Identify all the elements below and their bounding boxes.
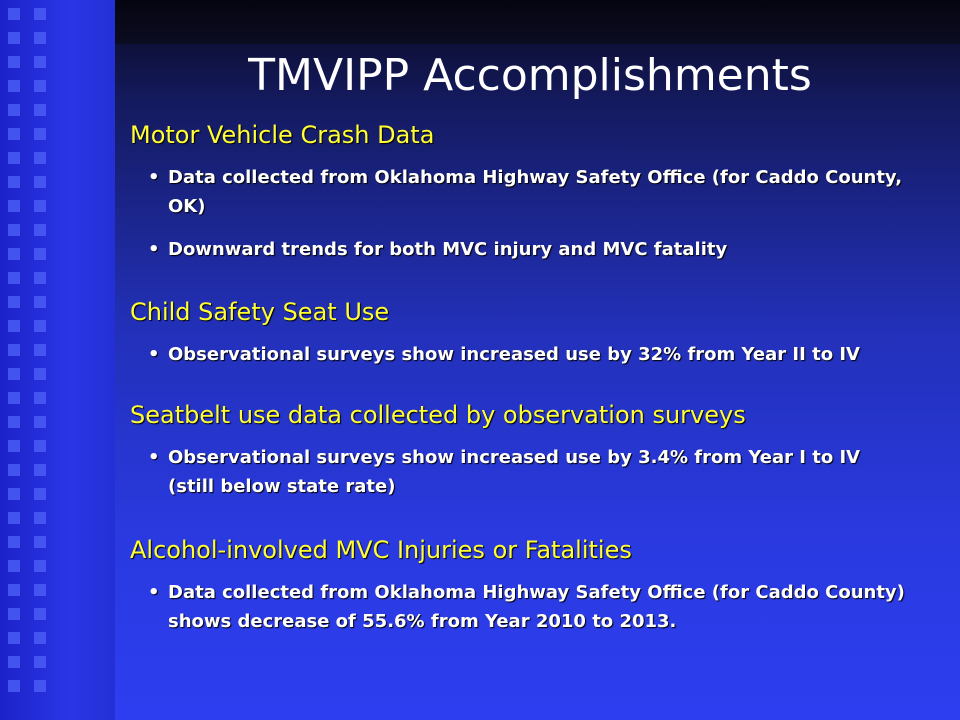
bullet-crash-data-trends — [148, 235, 908, 264]
decorative-square — [8, 656, 20, 668]
decorative-square — [8, 464, 20, 476]
decorative-square — [8, 392, 20, 404]
decorative-square — [8, 608, 20, 620]
decorative-square — [8, 680, 20, 692]
decorative-square — [8, 368, 20, 380]
decorative-square — [34, 368, 46, 380]
bullet-child-seat-surveys — [148, 340, 908, 369]
bullet-alcohol-data — [148, 578, 908, 636]
decorative-square — [8, 128, 20, 140]
decorative-square — [8, 200, 20, 212]
decorative-square — [8, 248, 20, 260]
decorative-square — [34, 272, 46, 284]
bullet-crash-data-source — [148, 163, 908, 221]
decorative-squares — [0, 0, 115, 720]
decorative-square — [8, 104, 20, 116]
decorative-square — [34, 248, 46, 260]
bullet-icon: • — [148, 582, 160, 603]
decorative-square — [34, 392, 46, 404]
decorative-square — [8, 176, 20, 188]
decorative-square — [8, 512, 20, 524]
decorative-square — [8, 536, 20, 548]
decorative-square — [8, 80, 20, 92]
bullet-icon: • — [148, 447, 160, 468]
decorative-square — [34, 320, 46, 332]
decorative-square — [34, 536, 46, 548]
decorative-square — [8, 32, 20, 44]
bullet-text: Data collected from Oklahoma Highway Safety Office (for Caddo County, OK) — [168, 167, 903, 217]
section-heading-seatbelt: Seatbelt use data collected by observation surveys — [130, 401, 746, 429]
decorative-square — [8, 584, 20, 596]
decorative-square — [34, 32, 46, 44]
decorative-square — [34, 488, 46, 500]
decorative-square — [34, 584, 46, 596]
decorative-square — [34, 296, 46, 308]
decorative-square — [34, 512, 46, 524]
decorative-square — [34, 680, 46, 692]
decorative-square — [8, 440, 20, 452]
decorative-square — [34, 104, 46, 116]
decorative-square — [8, 56, 20, 68]
decorative-square — [34, 8, 46, 20]
decorative-square — [34, 440, 46, 452]
bullet-text: Observational surveys show increased use by 3.4% from Year I to IV (still below state rate) — [168, 447, 861, 497]
decorative-square — [34, 80, 46, 92]
slide-title: TMVIPP Accomplishments — [248, 50, 812, 101]
decorative-square — [8, 488, 20, 500]
decorative-square — [34, 656, 46, 668]
bullet-seatbelt-surveys — [148, 443, 908, 501]
decorative-square — [8, 8, 20, 20]
decorative-square — [34, 608, 46, 620]
decorative-square — [8, 560, 20, 572]
decorative-square — [34, 152, 46, 164]
bullet-icon: • — [148, 167, 160, 188]
decorative-square — [34, 176, 46, 188]
top-dark-bar — [115, 0, 960, 44]
bullet-icon: • — [148, 239, 160, 260]
decorative-square — [34, 200, 46, 212]
decorative-square — [8, 152, 20, 164]
decorative-square — [8, 272, 20, 284]
bullet-text: Data collected from Oklahoma Highway Safety Office (for Caddo County) shows decrease of 55.6% from Year 2010 to 2013. — [168, 582, 905, 632]
section-heading-crash-data: Motor Vehicle Crash Data — [130, 121, 435, 149]
section-heading-child-seat: Child Safety Seat Use — [130, 298, 390, 326]
decorative-square — [8, 320, 20, 332]
bullet-text: Downward trends for both MVC injury and MVC fatality — [168, 239, 728, 260]
decorative-square — [8, 224, 20, 236]
section-heading-alcohol: Alcohol-involved MVC Injuries or Fatalities — [130, 536, 632, 564]
decorative-square — [8, 632, 20, 644]
decorative-square — [34, 128, 46, 140]
bullet-text: Observational surveys show increased use by 32% from Year II to IV — [168, 344, 860, 365]
decorative-square — [8, 416, 20, 428]
decorative-square — [34, 344, 46, 356]
decorative-square — [34, 632, 46, 644]
decorative-square — [34, 464, 46, 476]
decorative-square — [34, 224, 46, 236]
decorative-square — [34, 56, 46, 68]
decorative-square — [8, 344, 20, 356]
decorative-square — [8, 296, 20, 308]
decorative-square — [34, 416, 46, 428]
decorative-square — [34, 560, 46, 572]
bullet-icon: • — [148, 344, 160, 365]
